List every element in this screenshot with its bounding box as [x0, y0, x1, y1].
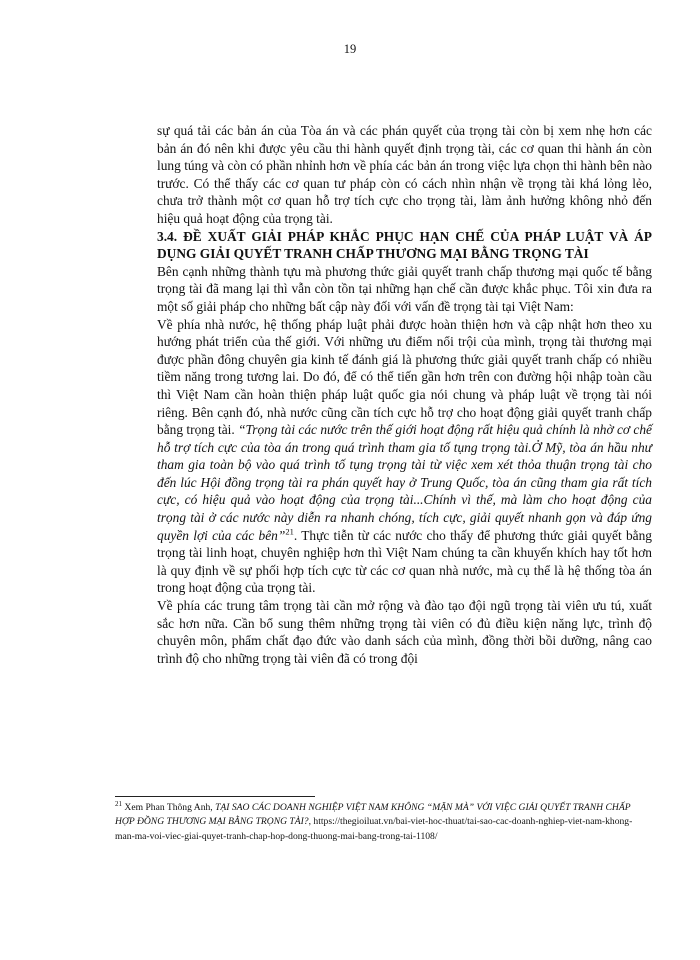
- paragraph-2-tail: . Thực tiễn từ các nước cho thấy để phương thức giải quyết bằng trọng tài linh hoạt, chuyên nghiệp hơn thì Việt Nam chúng ta cần khuyến khích hay tốt hơn là quy định về sự phối hợp tích cực từ các cơ quan nhà nước, mà cụ thể là hệ thống tòa án trong hoạt động của trọng tài.: [157, 527, 652, 596]
- footnote-title: TẠI SAO CÁC DOANH NGHIỆP VIỆT NAM KHÔNG “MẶN MÀ” VỚI VIỆC GIẢI QUYẾT TRANH CHẤP HỢP ĐỒNG THƯƠNG MẠI BẰNG TRỌNG TÀI?: [115, 802, 631, 828]
- paragraph-2-quote: “Trọng tài các nước trên thế giới hoạt động rất hiệu quả chính là nhờ cơ chế hỗ trợ tích cực của tòa án trong quá trình tham gia tố tụng trọng tài.Ở Mỹ, tòa án hầu như tham gia toàn bộ vào quá trình tố tụng trọng tài từ việc xem xét thỏa thuận trọng tài cho đến lúc Hội đồng trọng tài ra phán quyết hay ở Trung Quốc, tòa án cũng tham gia rất tích cực, có hiệu quả vào hoạt động của trọng tài...Chính vì thế, mà làm cho hoạt động của trọng tài ở các nước này diễn ra nhanh chóng, tích cực, giải quyết nhanh gọn và đáp ứng quyền lợi của các bên”: [157, 422, 652, 543]
- paragraph-3: Về phía các trung tâm trọng tài cần mở rộng và đào tạo đội ngũ trọng tài viên ưu tú, xuất sắc hơn nữa. Cần bổ sung thêm những trọng tài viên có đủ điều kiện năng lực, trình độ chuyên môn, phẩm chất đạo đức vào danh sách của mình, đồng thời bồi dưỡng, nâng cao trình độ cho những trọng tài viên đã có trong đội: [157, 598, 652, 666]
- intro-paragraph: sự quá tải các bản án của Tòa án và các phán quyết của trọng tài còn bị xem nhẹ hơn các bản án đó nên khi được yêu cầu thi hành quyết định trọng tài, các cơ quan thi hành án còn lung túng và còn có phần nhỉnh hơn về phía các bản án trong việc lựa chọn thi hành bên nào trước. Có thể thấy các cơ quan tư pháp còn có cách nhìn nhận về trọng tài khá lỏng lẻo, chưa trở thành một cơ quan hỗ trợ tích cực cho trọng tài, làm ảnh hưởng không nhỏ đến hiệu quả hoạt động của trọng tài.: [157, 123, 652, 226]
- footnote-author: Xem Phan Thông Anh,: [122, 802, 216, 813]
- footnote-divider: [115, 796, 315, 797]
- paragraph-2: [157, 316, 652, 598]
- footnote: [115, 801, 650, 844]
- section-heading-number: 3.4.: [157, 228, 178, 244]
- footnote-reference[interactable]: 21: [285, 526, 294, 537]
- section-heading-text: ĐỀ XUẤT GIẢI PHÁP KHẮC PHỤC HẠN CHẾ CỦA PHÁP LUẬT VÀ ÁP DỤNG GIẢI QUYẾT TRANH CHẤP THƯƠNG MẠI BẰNG TRỌNG TÀI: [157, 228, 652, 262]
- page-number: 19: [343, 42, 357, 56]
- footnote-url[interactable]: , https://thegioiluat.vn/bai-viet-hoc-thuat/tai-sao-cac-doanh-nghiep-viet-nam-khong-man-ma-voi-viec-giai-quyet-tranh-chap-hop-dong-thuong-mai-bang-trong-tai-1108/: [115, 816, 633, 842]
- section-heading: [157, 228, 652, 263]
- paragraph-2-lead: Về phía nhà nước, hệ thống pháp luật phải được hoàn thiện hơn và cập nhật hơn theo xu hướng phát triển của thế giới. Với những ưu điểm nổi trội của mình, trọng tài thương mại được phần đông chuyên gia kinh tế đánh giá là phương thức giải quyết tranh chấp có nhiều tiềm năng trong tương lai. Do đó, để có thể tiến gần hơn trên con đường hội nhập toàn cầu thì Việt Nam cần hoàn thiện pháp luật quốc gia nói chung và pháp luật về trọng tài nói riêng. Bên cạnh đó, nhà nước cũng cần tích cực hỗ trợ cho hoạt động giải quyết tranh chấp bằng trọng tài.: [157, 316, 652, 438]
- footnote-number: 21: [115, 799, 122, 808]
- paragraph-1: Bên cạnh những thành tựu mà phương thức giải quyết tranh chấp thương mại quốc tế bằng trọng tài đã mang lại thì vẫn còn tồn tại những hạn chế cần được khắc phục. Tôi xin đưa ra một số giải pháp cho những bất cập này đối với vấn đề trọng tài tại Việt Nam:: [157, 263, 652, 314]
- document-body: [157, 122, 652, 667]
